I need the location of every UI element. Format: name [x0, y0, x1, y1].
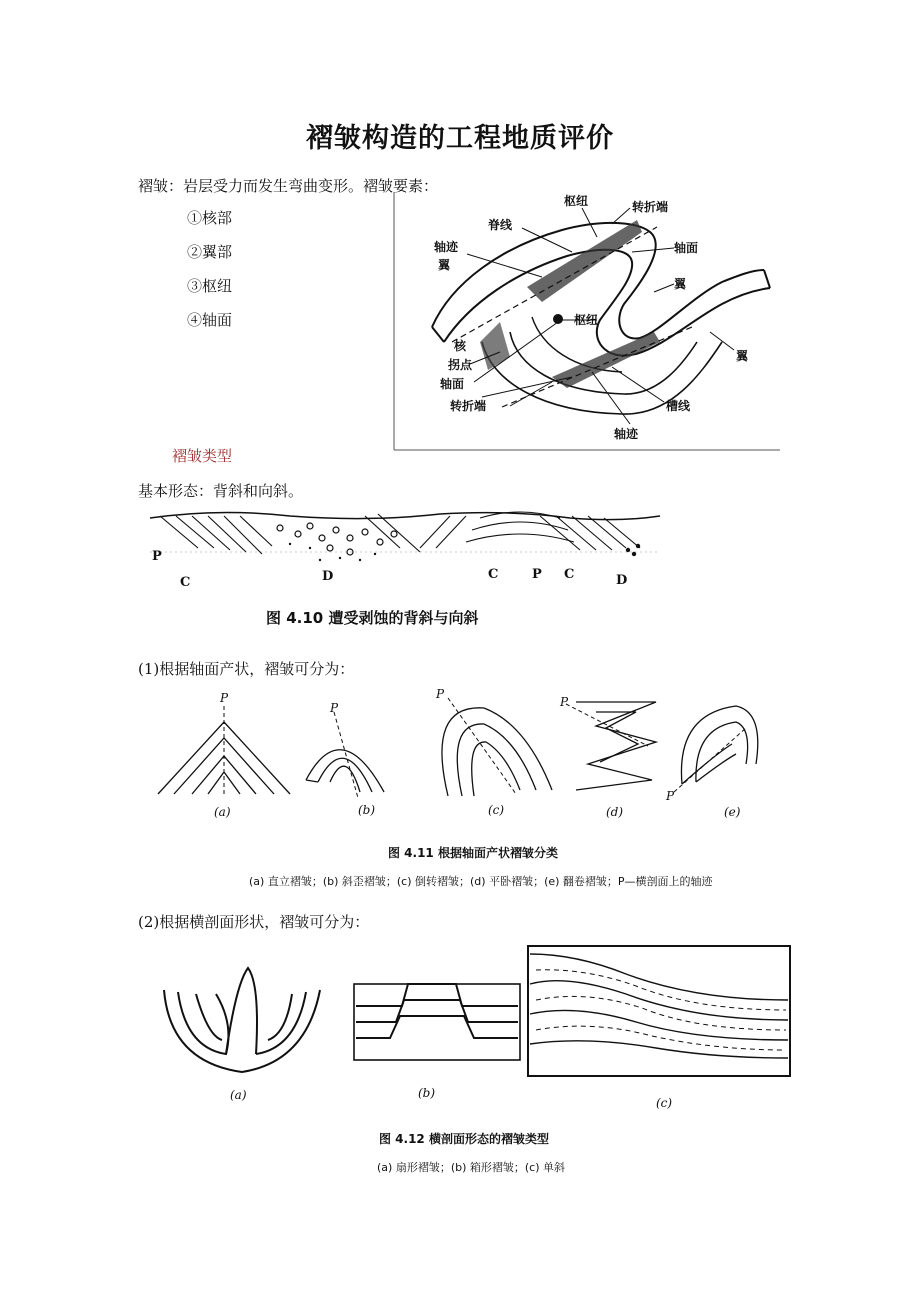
figure-4-12 — [156, 944, 792, 1114]
figure-4-11 — [156, 684, 766, 824]
element-limb: ②翼部 — [187, 243, 233, 261]
figure-4-10 — [150, 508, 662, 592]
label-limb-left: 翼 — [438, 258, 451, 272]
label-hinge-mid: 枢纽 — [574, 313, 599, 327]
fig412-sub-c: (c) — [656, 1096, 673, 1110]
label-trough-line: 槽线 — [666, 399, 691, 413]
fig411-p-c: P — [436, 687, 445, 701]
fig410-caption: 图 4.10 遭受剥蚀的背斜与向斜 — [266, 609, 479, 627]
label-axial-plane-right: 轴面 — [674, 241, 699, 255]
element-axial-plane: ④轴面 — [187, 311, 233, 329]
section2-text: (2)根据横剖面形状，褶皱可分为： — [138, 913, 370, 931]
fig412-sub-a: (a) — [230, 1088, 247, 1102]
fig411-sub-c: (c) — [488, 803, 505, 817]
label-limb-mid: 翼 — [674, 277, 687, 291]
section1-text: (1)根据轴面产状，褶皱可分为： — [138, 660, 355, 678]
label-core: 核 — [454, 339, 467, 353]
fig412-caption: 图 4.12 横剖面形态的褶皱类型 — [379, 1132, 549, 1146]
element-hinge: ③枢纽 — [187, 277, 233, 295]
element-core: ①核部 — [187, 209, 233, 227]
fig411-sub-e: (e) — [724, 805, 741, 819]
fig410-label-c1: C — [180, 575, 191, 590]
fig410-label-d2: D — [616, 573, 628, 588]
fold-types-heading: 褶皱类型 — [172, 447, 233, 465]
fig411-legend: (a) 直立褶皱；(b) 斜歪褶皱；(c) 倒转褶皱；(d) 平卧褶皱；(e) 翻卷褶皱；P—横剖面上的轴迹 — [249, 875, 713, 888]
label-hinge-top: 枢纽 — [564, 194, 589, 208]
label-crest-line: 脊线 — [488, 218, 513, 232]
fig411-sub-d: (d) — [606, 805, 624, 819]
fig410-label-c3: C — [564, 567, 575, 582]
fig412-sub-b: (b) — [418, 1086, 436, 1100]
fig411-p-d: P — [560, 695, 569, 709]
page-title: 褶皱构造的工程地质评价 — [306, 123, 614, 154]
label-axial-trace-bottom: 轴迹 — [614, 427, 639, 441]
fig412-legend: (a) 扇形褶皱；(b) 箱形褶皱；(c) 单斜 — [377, 1161, 566, 1174]
label-axial-plane-left: 轴面 — [440, 377, 465, 391]
fig410-label-d1: D — [322, 569, 334, 584]
basic-forms-text: 基本形态：背斜和向斜。 — [138, 482, 304, 500]
fold-elements-diagram — [392, 192, 782, 454]
label-limb-right: 翼 — [736, 349, 749, 363]
fig411-caption: 图 4.11 根据轴面产状褶皱分类 — [388, 846, 558, 860]
fig411-sub-b: (b) — [358, 803, 376, 817]
label-axial-trace-left: 轴迹 — [434, 240, 459, 254]
label-turning-end-bottom: 转折端 — [450, 399, 487, 413]
intro-text: 褶皱：岩层受力而发生弯曲变形。褶皱要素： — [138, 177, 439, 195]
fig411-p-b: P — [330, 701, 339, 715]
label-turning-end-top: 转折端 — [632, 200, 669, 214]
fig410-label-p1: P — [152, 549, 162, 564]
fig411-p-a: P — [220, 691, 229, 705]
fig410-label-p2: P — [532, 567, 542, 582]
fig411-sub-a: (a) — [214, 805, 231, 819]
label-inflection-point: 拐点 — [448, 358, 473, 372]
fig410-label-c2: C — [488, 567, 499, 582]
fig411-p-e: P — [666, 789, 675, 803]
